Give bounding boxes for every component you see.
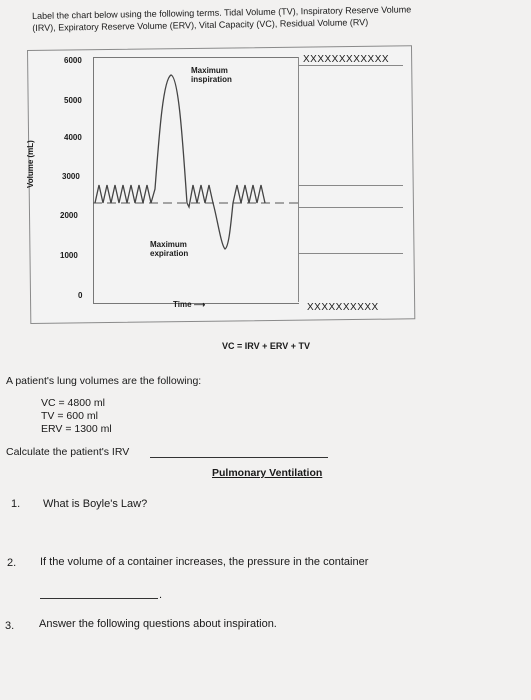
question-2-text: If the volume of a container increases, the pressure in the container xyxy=(40,556,369,568)
max-inspiration-label xyxy=(191,66,232,84)
y-axis-label: Volume (mL) xyxy=(26,140,35,188)
y-tick-1000: 1000 xyxy=(60,251,78,260)
question-3-text: Answer the following questions about inspiration. xyxy=(39,618,277,630)
y-tick-5000: 5000 xyxy=(64,96,82,105)
question-3-number: 3. xyxy=(5,620,15,632)
problem-prompt: Calculate the patient's IRV xyxy=(6,446,130,458)
label-box-2 xyxy=(299,185,403,186)
y-tick-4000: 4000 xyxy=(64,133,82,142)
irv-answer-field[interactable] xyxy=(150,457,328,458)
y-tick-3000: 3000 xyxy=(62,172,80,181)
question-2-number: 2. xyxy=(7,557,17,569)
x-axis-label xyxy=(173,300,205,309)
vc-formula: VC = IRV + ERV + TV xyxy=(222,341,310,351)
max-expiration-line-1: Maximum xyxy=(150,240,187,249)
x-axis-label-text: Time xyxy=(173,300,192,309)
max-inspiration-line-1: Maximum xyxy=(191,66,228,75)
label-box-4 xyxy=(299,253,403,254)
label-column xyxy=(298,57,403,302)
question-2-period: . xyxy=(159,589,163,601)
problem-tv: TV = 600 ml xyxy=(41,410,98,422)
question-1-number: 1. xyxy=(11,498,21,510)
instructions xyxy=(32,2,512,34)
max-expiration-line-2: expiration xyxy=(150,249,189,258)
xx-top: XXXXXXXXXXXX xyxy=(303,54,390,65)
instructions-line-2: (IRV), Expiratory Reserve Volume (ERV), Vital Capacity (VC), Residual Volume (RV) xyxy=(32,17,369,33)
section-title: Pulmonary Ventilation xyxy=(212,467,323,479)
question-2-answer-field[interactable] xyxy=(40,598,158,599)
label-box-1 xyxy=(299,65,403,66)
y-tick-2000: 2000 xyxy=(60,211,78,220)
question-1-text: What is Boyle's Law? xyxy=(43,498,148,510)
max-inspiration-line-2: inspiration xyxy=(191,75,232,84)
x-axis-arrow-icon: ⟶ xyxy=(191,300,206,309)
problem-erv: ERV = 1300 ml xyxy=(41,423,112,435)
max-expiration-label xyxy=(150,240,188,258)
problem-intro: A patient's lung volumes are the following: xyxy=(6,375,202,387)
xx-bottom: XXXXXXXXXX xyxy=(307,302,379,313)
y-tick-0: 0 xyxy=(78,291,83,300)
y-tick-6000: 6000 xyxy=(64,56,82,65)
label-box-3 xyxy=(299,207,403,208)
problem-vc: VC = 4800 ml xyxy=(41,397,105,409)
spirogram-trace xyxy=(93,57,298,302)
instructions-line-1: Label the chart below using the following terms. Tidal Volume (TV), Inspiratory Reserve Volume xyxy=(32,4,412,21)
